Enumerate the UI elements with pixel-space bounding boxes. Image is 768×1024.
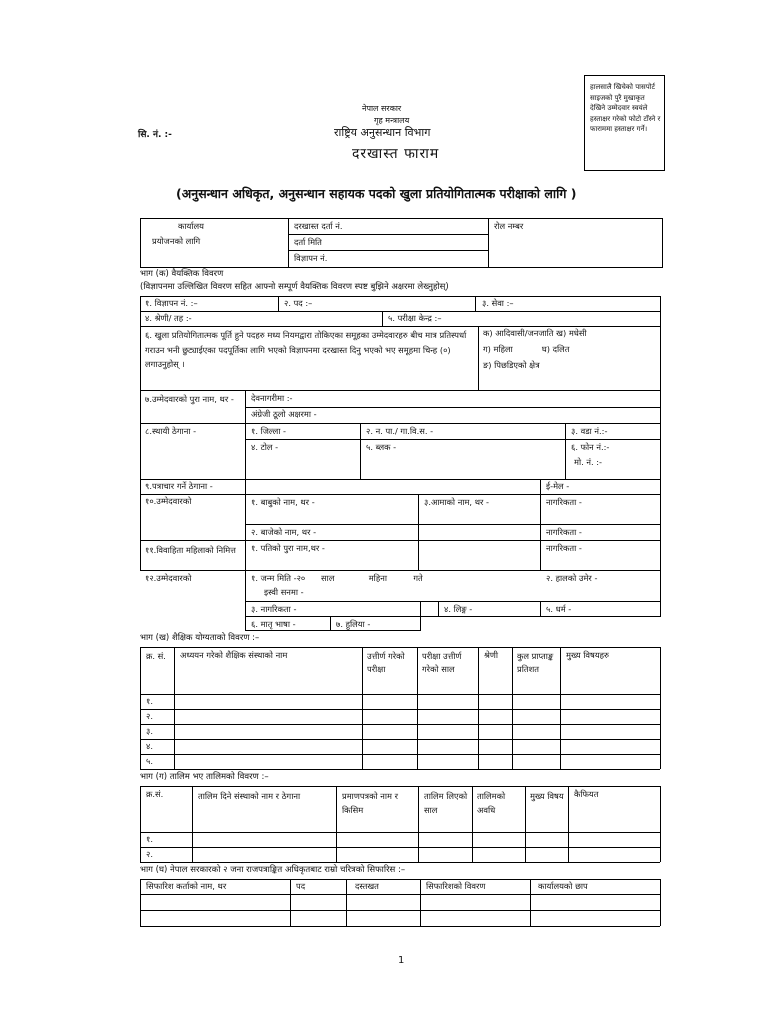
part-a-heading: भाग (क) वैयक्तिक विवरण [140, 269, 224, 279]
office-use-label: कार्यालय [178, 221, 204, 231]
postal-address-field[interactable]: ९.पत्राचार गर्ने ठेगाना - [145, 481, 213, 491]
form-title: दरखास्त फाराम [352, 146, 440, 162]
main-heading: (अनुसन्धान अधिकृत, अनुसन्धान सहायक पदको खुला प्रतियोगितात्मक परीक्षाको लागि ) [176, 186, 577, 201]
train-col-sn: क्र.सं. [146, 789, 164, 799]
reserved-group-instruction: ६. खुला प्रतियोगितात्मक पूर्ति हुने पदहरु मध्य नियमद्वारा तोकिएका समूहका उम्मेदवारहरु बीच मात्र प्रतिस्पर्धा गराउन भनी छुट्याईएका पदपूर्तिका लागि भएको विज्ञापनमा दरखास्त दिनु भएको भए समूहमा चिन्ह (०) लगाउनुहोस् । [145, 330, 467, 369]
email-field[interactable]: ई-मेल - [546, 481, 570, 491]
married-woman-label: ११.विवाहिता महिलाको निमित्त [145, 545, 236, 555]
advertisement-no-field[interactable]: १. विज्ञापन नं. :– [145, 298, 198, 308]
train-col-year: तालिम लिएको साल [424, 791, 468, 815]
edu-col-percentage: कुल प्राप्ताङ्क प्रतिशत [517, 651, 554, 674]
phone-field[interactable]: ६. फोन नं.:- [571, 442, 610, 452]
photo-instruction: हालसालै खिचेको पासपोर्ट साइजको पुरै मुखाकृत देखिने उम्मेदवार स्वयंले हस्ताक्षर गरेको फोटो टाँस्ने र फाराममा हस्ताक्षर गर्ने। [590, 83, 661, 134]
group-option-3[interactable]: ङ) पिछडिएको क्षेत्र [483, 360, 540, 370]
tole-field[interactable]: ४. टोल - [251, 442, 279, 452]
train-col-institution: तालिम दिने संस्थाको नाम र ठेगाना [198, 791, 301, 801]
husband-name-field[interactable]: १. पतिको पुरा नाम,थर - [251, 543, 325, 553]
current-age-field[interactable]: २. हालको उमेर - [546, 573, 598, 583]
page-number: 1 [398, 955, 405, 966]
table-row: २. [146, 849, 153, 859]
grade-level-field[interactable]: ४. श्रेणी/ तह :- [145, 313, 192, 323]
rec-col-signature: दस्तखत [355, 881, 379, 891]
rec-col-name: सिफारिश कर्ताको नाम, थर [146, 881, 227, 891]
edu-col-institution: अध्ययन गरेको शैक्षिक संस्थाको नाम [180, 650, 288, 660]
train-col-duration: तालिमको अवधि [477, 791, 506, 815]
office-use-label-2: प्रयोजनको लागि [152, 236, 201, 246]
exam-center-field[interactable]: ५. परीक्षा केन्द्र :– [388, 313, 442, 323]
citizenship-field[interactable]: ३. नागरिकता - [251, 604, 297, 614]
post-field[interactable]: २. पद :– [284, 298, 313, 308]
photo-box [584, 75, 665, 171]
advertisement-number-field[interactable]: विज्ञापन नं. [294, 253, 328, 263]
table-row: ५. [146, 756, 153, 766]
husband-citizenship-field[interactable]: नागरिकता - [546, 543, 582, 553]
date-of-birth-field[interactable]: १. जन्म मिति -२० साल महिना गते [251, 573, 423, 583]
edu-col-division: श्रेणी [484, 650, 499, 660]
part-d-heading: भाग (घ) नेपाल सरकारको २ जना राजपत्राङ्कित अधिकृतबाट राम्रो चरित्रको सिफारिस :– [140, 865, 406, 875]
edu-col-subjects: मुख्य विषयहरु [566, 650, 610, 660]
part-a-note: (विज्ञापनमा उल्लिखित विवरण सहित आफ्नो सम्पूर्ण वैयक्तिक विवरण स्पष्ट बुझिने अक्षरमा लेख्नुहोस्) [140, 282, 449, 292]
group-option-2[interactable]: ग) महिला घ) दलित [483, 344, 570, 354]
mother-name-field[interactable]: ३.आमाको नाम, थर - [424, 497, 490, 507]
appearance-field[interactable]: ७. हुलिया - [336, 619, 371, 629]
edu-col-exam: उत्तीर्ण गरेको परीक्षा [367, 651, 405, 674]
rec-col-details: सिफारिशको विवरण [426, 881, 486, 891]
govt-label: नेपाल सरकार [362, 104, 402, 113]
sex-field[interactable]: ४. लिङ्ग - [444, 604, 473, 614]
table-row: ४. [146, 741, 153, 751]
father-name-field[interactable]: १. बाबुको नाम, थर - [251, 497, 315, 507]
candidate-name-label: ७.उम्मेदवारको पुरा नाम, थर - [145, 394, 234, 404]
mobile-field[interactable]: मो. नं. :- [574, 457, 603, 467]
edu-col-year: परीक्षा उत्तीर्ण गरेको साल [422, 651, 462, 674]
father-citizenship-field[interactable]: नागरिकता - [546, 497, 582, 507]
registration-date-field[interactable]: दर्ता मिति [294, 237, 322, 247]
service-field[interactable]: ३. सेवा :– [482, 298, 514, 308]
table-row: ३. [146, 726, 153, 736]
roll-number-field[interactable]: रोल नम्बर [494, 221, 524, 231]
district-field[interactable]: १. जिल्ला - [251, 426, 287, 436]
part-b-heading: भाग (ख) शैक्षिक योग्यताको विवरण :– [140, 633, 260, 643]
registration-number-field[interactable]: दरखास्त दर्ता नं. [294, 221, 343, 231]
grandfather-citizenship-field[interactable]: नागरिकता - [546, 527, 582, 537]
train-col-remarks: कैफियत [574, 789, 599, 799]
serial-number-label: सि. नं. :- [138, 130, 172, 140]
train-col-subject: मुख्य विषय [530, 791, 564, 801]
edu-col-sn: क्र. सं. [146, 651, 166, 661]
municipality-field[interactable]: २. न. पा./ गा.वि.स. - [366, 426, 434, 436]
table-row: १. [146, 834, 153, 844]
candidate-label: १२.उम्मेदवारको [145, 573, 192, 583]
group-option-1[interactable]: क) आदिवासी/जनजाति ख) मधेसी [483, 328, 587, 338]
block-field[interactable]: ५. ब्लक - [366, 442, 397, 452]
train-col-certificate: प्रमाणपत्रको नाम र किसिम [342, 791, 399, 815]
ward-field[interactable]: ३. वडा नं.:- [571, 426, 608, 436]
family-label: १०.उम्मेदवारको [145, 496, 192, 506]
name-devanagari-field[interactable]: देवनागरीमा :- [251, 393, 293, 403]
mother-tongue-field[interactable]: ६. मातृ भाषा - [251, 619, 296, 629]
grandfather-name-field[interactable]: २. बाजेको नाम, थर - [251, 527, 317, 537]
ministry-label: गृह मन्त्रालय [374, 116, 410, 125]
name-english-field[interactable]: अंग्रेजी ठूलो अक्षरमा - [251, 409, 317, 419]
rec-col-stamp: कार्यालयको छाप [538, 881, 588, 891]
department-label: राष्ट्रिय अनुसन्धान विभाग [334, 126, 431, 139]
rec-col-post: पद [296, 881, 306, 891]
table-row: १. [146, 696, 153, 706]
date-of-birth-ad-field[interactable]: इस्वी सनमा - [264, 587, 304, 597]
part-c-heading: भाग (ग) तालिम भए तालिमको विवरण :– [140, 772, 269, 782]
religion-field[interactable]: ५. धर्म - [546, 604, 572, 614]
permanent-address-label: ८.स्थायी ठेगाना - [145, 426, 197, 436]
table-row: २. [146, 711, 153, 721]
